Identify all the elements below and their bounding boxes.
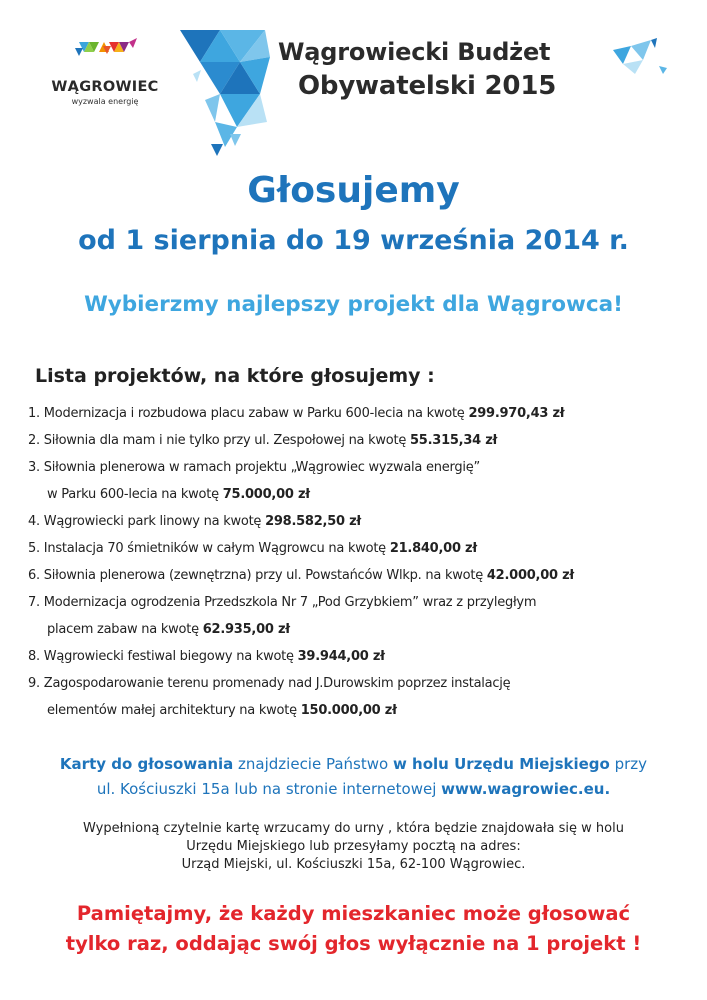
vote-headline: Głosujemy (247, 170, 460, 211)
triangle-pattern-icon (175, 22, 285, 160)
project-amount: 42.000,00 zł (486, 568, 574, 583)
postal-info (0, 820, 707, 874)
postal-address: Urząd Miejski, ul. Kościuszki 15a, 62-100 Wągrowiec. (181, 857, 526, 872)
website-link[interactable]: www.wagrowiec.eu. (441, 780, 611, 798)
project-amount: 298.582,50 zł (265, 514, 361, 529)
project-description: w Parku 600-lecia na kwotę (47, 487, 223, 502)
project-amount: 150.000,00 zł (300, 703, 397, 718)
project-description: 6. Siłownia plenerowa (zewnętrzna) przy ul. Powstańców Wlkp. na kwotę (28, 568, 487, 583)
cards-text-2: przy (609, 755, 648, 773)
project-amount: 75.000,00 zł (222, 487, 310, 502)
project-amount: 55.315,34 zł (410, 433, 498, 448)
project-description: elementów małej architektury na kwotę (47, 703, 301, 718)
project-amount: 39.944,00 zł (297, 649, 385, 664)
logo-tagline: wyzwala energię (71, 97, 139, 106)
project-description: 4. Wągrowiecki park linowy na kwotę (28, 514, 266, 529)
project-amount: 62.935,00 zł (202, 622, 290, 637)
project-list (28, 400, 698, 724)
project-description: 2. Siłownia dla mam i nie tylko przy ul. Zespołowej na kwotę (28, 433, 410, 448)
project-item-line (28, 508, 698, 535)
vote-dates: od 1 sierpnia do 19 września 2014 r. (78, 225, 629, 256)
voting-cards-info (0, 752, 707, 802)
warning-text: Pamiętajmy, że każdy mieszkaniec (76, 902, 463, 925)
project-list-title: Lista projektów, na które głosujemy : (35, 365, 435, 387)
project-item-line (28, 589, 698, 616)
cards-text: znajdziecie Państwo (233, 755, 393, 773)
budget-title-line1: Wągrowiecki Budżet (278, 38, 551, 66)
project-item-line (28, 535, 698, 562)
project-amount: 21.840,00 zł (389, 541, 477, 556)
project-description: placem zabaw na kwotę (47, 622, 203, 637)
postal-line-2: Urzędu Miejskiego lub przesyłamy pocztą na adres: (186, 839, 521, 854)
project-item-line (28, 616, 698, 643)
project-item-line (28, 400, 698, 427)
project-description: 8. Wągrowiecki festiwal biegowy na kwotę (28, 649, 298, 664)
project-item-line (28, 454, 698, 481)
project-item-line (28, 427, 698, 454)
logo-name: WĄGROWIEC (51, 79, 159, 95)
slogan: Wybierzmy najlepszy projekt dla Wągrowca! (84, 292, 623, 317)
project-description: 7. Modernizacja ogrodzenia Przedszkola Nr 7 „Pod Grzybkiem” wraz z przyległym (28, 595, 537, 610)
project-item-line (28, 697, 698, 724)
cards-location: w holu Urzędu Miejskiego (392, 755, 610, 773)
budget-title-line2: Obywatelski 2015 (298, 71, 557, 101)
triangle-accent-icon (603, 38, 673, 78)
warning-line-2: tylko raz, oddając swój głos wyłącznie na 1 projekt ! (65, 932, 642, 955)
warning-note (0, 899, 707, 959)
warning-emphasis: może głosować (462, 902, 631, 925)
project-item-line (28, 643, 698, 670)
project-description: 3. Siłownia plenerowa w ramach projektu „Wągrowiec wyzwala energię” (28, 460, 480, 475)
project-item-line (28, 670, 698, 697)
project-item-line (28, 562, 698, 589)
project-description: 5. Instalacja 70 śmietników w całym Wągrowcu na kwotę (28, 541, 390, 556)
project-amount: 299.970,43 zł (468, 406, 565, 421)
cards-address: ul. Kościuszki 15a lub na stronie internetowej (96, 780, 442, 798)
project-item-line (28, 481, 698, 508)
project-description: 9. Zagospodarowanie terenu promenady nad J.Durowskim poprzez instalację (28, 676, 511, 691)
cards-label: Karty do głosowania (59, 755, 234, 773)
project-description: 1. Modernizacja i rozbudowa placu zabaw w Parku 600-lecia na kwotę (28, 406, 469, 421)
postal-line-1: Wypełnioną czytelnie kartę wrzucamy do urny , która będzie znajdowała się w holu (83, 821, 624, 836)
